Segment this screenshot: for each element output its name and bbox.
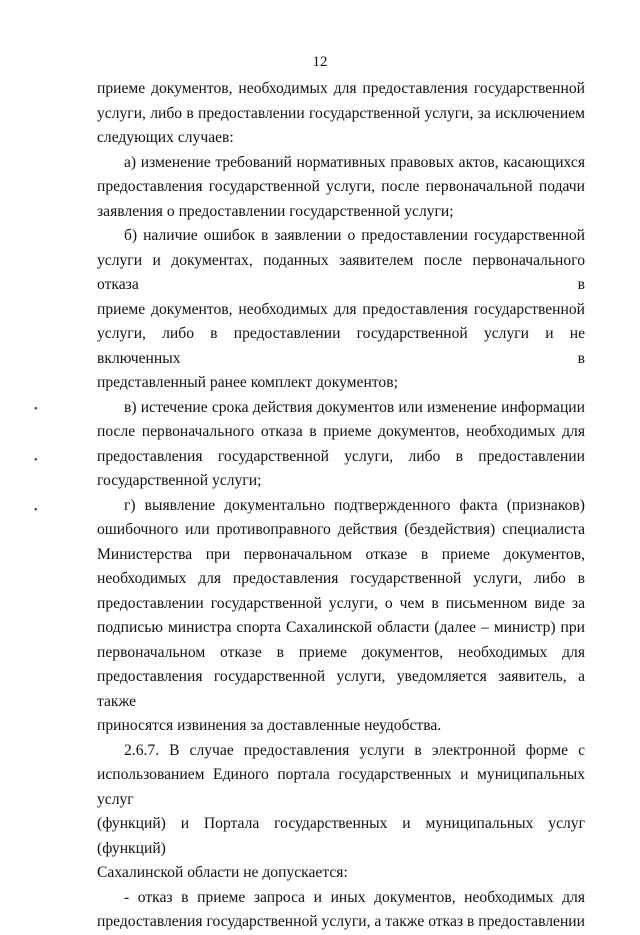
page-number: 12 (312, 54, 328, 70)
paragraph (97, 494, 585, 739)
paragraph (97, 151, 585, 225)
text-line: ошибочного или противоправного действия (бездействия) специалиста (97, 521, 585, 538)
text-line: (функций) и Портала государственных и муниципальных услуг (функций) (97, 815, 585, 857)
text-line: Министерства при первоначальном отказе в приеме документов, (97, 545, 585, 563)
text-line-last: представленный ранее комплект документов; (97, 374, 398, 391)
document-body (97, 77, 585, 935)
text-line: предоставления государственной услуги, а также отказ в предоставлении (97, 913, 585, 930)
text-line: приеме документов, необходимых для предоставления государственной (97, 300, 585, 318)
text-line: использованием Единого портала государственных и муниципальных услуг (97, 766, 585, 808)
scan-mark: • (34, 404, 38, 415)
text-line: 2.6.7. В случае предоставления услуги в электронной форме с (124, 741, 585, 759)
text-line-last: приносятся извинения за доставленные неудобства. (97, 717, 442, 734)
text-line: б) наличие ошибок в заявлении о предоставлении государственной (124, 227, 585, 244)
text-line: первоначальном отказе в приеме документов, необходимых для (97, 643, 585, 661)
text-line: предоставления государственной услуги, либо в предоставлении (97, 447, 585, 465)
text-line-last: Сахалинской области не допускается: (97, 864, 348, 881)
text-line-last: заявления о предоставлении государственной услуги; (97, 202, 454, 220)
text-line: приеме документов, необходимых для предоставления государственной (97, 80, 585, 97)
text-line: а) изменение требований нормативных правовых актов, касающихся (124, 153, 585, 171)
text-line: предоставления государственной услуги, после первоначальной подачи (97, 178, 585, 195)
text-line: услуги и документах, поданных заявителем после первоначального отказа в (97, 251, 585, 293)
text-line: услуги, либо в предоставлении государственной услуги, за исключением (97, 104, 585, 122)
scan-mark: • (34, 505, 38, 516)
text-line: подписью министра спорта Сахалинской области (далее – министр) при (97, 619, 585, 636)
scan-mark: • (34, 455, 38, 466)
text-line-last: следующих случаев: (97, 129, 234, 146)
paragraph (97, 77, 585, 151)
text-line: после первоначального отказа в приеме документов, необходимых для (97, 423, 585, 440)
paragraph (97, 886, 585, 935)
text-line: в) истечение срока действия документов или изменение информации (124, 398, 585, 416)
text-line-last: государственной услуги; (97, 472, 262, 489)
text-line: предоставлении государственной услуги, о чем в письменном виде за (97, 594, 585, 612)
text-line: предоставления государственной услуги, уведомляется заявитель, а также (97, 668, 585, 710)
text-line: необходимых для предоставления государственной услуги, либо в (97, 570, 585, 587)
text-line: - отказ в приеме запроса и иных документов, необходимых для (124, 888, 585, 906)
paragraph (97, 739, 585, 886)
text-line: услуги, либо в предоставлении государственной услуги и не включенных в (97, 325, 585, 367)
text-line: г) выявление документально подтвержденного факта (признаков) (124, 496, 585, 514)
paragraph (97, 224, 585, 396)
paragraph (97, 396, 585, 494)
